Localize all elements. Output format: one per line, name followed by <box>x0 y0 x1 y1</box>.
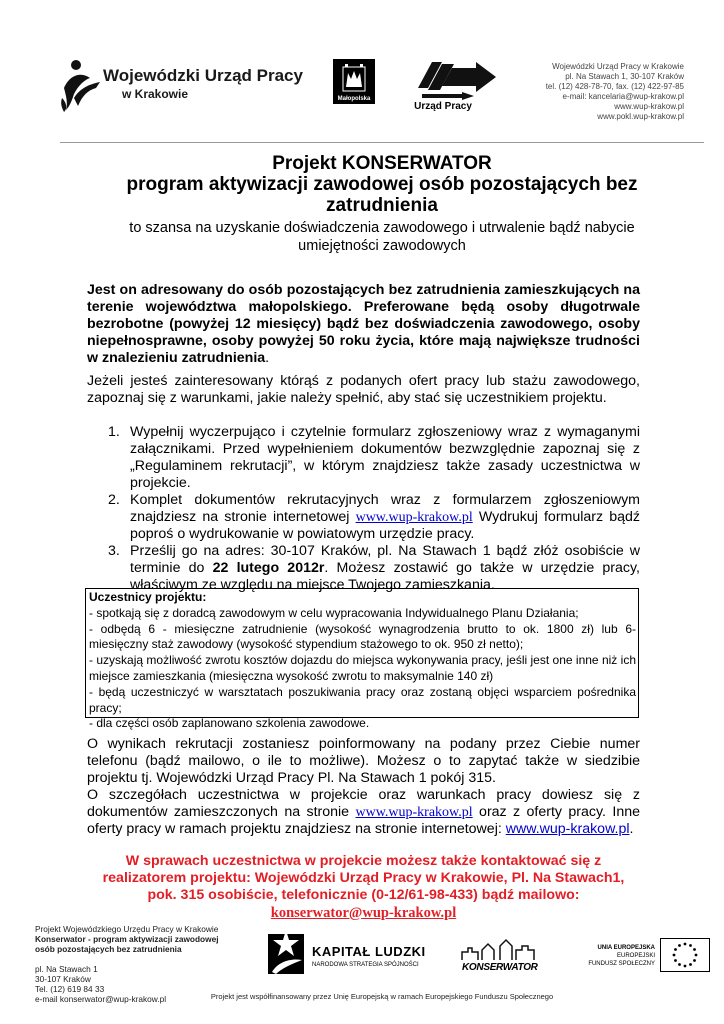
details-text <box>87 787 640 838</box>
step-text <box>118 543 640 594</box>
footer-line: Konserwator - program aktywizacji zawodowej <box>35 934 219 944</box>
eu-label <box>585 944 655 968</box>
participants-heading: Uczestnicy projektu: <box>89 590 207 604</box>
wup-figure-icon <box>60 58 104 114</box>
info-paragraph: Jeżeli jesteś zainteresowany którąś z podanych ofert pracy lub stażu zawodowego, zapoznaj się z warunkami, jakie należy spełnić, aby stać się uczestnikiem projektu. <box>87 373 640 406</box>
wup-logo <box>60 58 330 114</box>
wup-title: Wojewódzki Urząd Pracy <box>103 66 303 85</box>
participant-benefit: - spotkają się z doradcą zawodowym w celu wypracowania Indywidualnego Planu Działania; <box>89 605 579 620</box>
contact-line[interactable]: www.pokl.wup-krakow.pl <box>597 112 684 121</box>
step3-text-b: . Możesz zostawić go także w urzędzie pracy, właściwym ze względu na miejsce Twojego zamieszkania. <box>130 560 641 593</box>
contact-line: Wojewódzki Urząd Pracy w Krakowie <box>552 62 684 71</box>
contact-notice-text: W sprawach uczestnictwa w projekcie możesz także kontaktować się z realizatorem projektu: Wojewódzki Urząd Pracy w Krakowie, Pl. Na Stawach1, pok. 315 osobiście, telefonicznie (0-12/61-98-433) bądź mailowo: <box>102 853 625 904</box>
project-title: Projekt KONSERWATOR <box>272 153 492 174</box>
deadline-date: 22 lutego 2012r <box>212 560 325 576</box>
contact-line[interactable]: www.wup-krakow.pl <box>614 102 684 111</box>
step2-text-b: Wydrukuj formularz bądź poproś o wydrukowanie w powiatowym urzędzie pracy. <box>130 509 640 542</box>
details-text-a: O szczegółach uczestnictwa w projekcie oraz warunkach pracy dowiesz się z dokumentów zamieszczonych na stronie <box>87 787 640 820</box>
project-program-title: program aktywizacji zawodowej osób pozostających bez zatrudnienia <box>126 174 638 216</box>
list-item <box>98 543 640 594</box>
steps-list <box>98 424 640 594</box>
contact-line: pl. Na Stawach 1, 30-107 Kraków <box>565 72 684 81</box>
list-item <box>98 424 640 492</box>
participant-benefit: - odbędą 6 - miesięczne zatrudnienie (wysokość wynagrodzenia brutto to ok. 1800 zł) lub 6- miesięczny staż zawodowy (wysokość stypendium stażowego to ok. 950 zł netto); <box>89 621 636 652</box>
step3-text-a: Prześlij go na adres: 30-107 Kraków, pl. Na Stawach 1 bądź złóż osobiście w terminie do <box>130 543 640 576</box>
konserwator-label: KONSERWATOR <box>462 962 538 973</box>
footer-line: Projekt Wojewódzkiego Urzędu Pracy w Krakowie <box>35 924 219 934</box>
urzad-pracy-logo <box>412 56 498 110</box>
contact-email-link[interactable]: konserwator@wup-krakow.pl <box>270 904 457 921</box>
footer-line: 30-107 Kraków <box>35 974 91 984</box>
kapital-ludzki-subtitle: NARODOWA STRATEGIA SPÓJNOŚCI <box>312 962 419 968</box>
urzad-pracy-label: Urząd Pracy <box>414 101 472 112</box>
intro-paragraph <box>87 282 640 367</box>
kapital-ludzki-title: KAPITAŁ LUDZKI <box>312 944 426 959</box>
footer-line: osób pozostających bez zatrudnienia <box>35 944 182 954</box>
eu-line: EUROPEJSKI <box>616 953 655 959</box>
eu-flag-icon <box>660 938 710 972</box>
header-contact-block <box>546 62 684 122</box>
project-subtitle: to szansa na uzyskanie doświadczenia zawodowego i utrwalenie bądź nabycie umiejętności zawodowych <box>129 220 635 254</box>
konserwator-buildings-icon <box>460 938 540 962</box>
contact-line[interactable]: e-mail: kancelaria@wup-krakow.pl <box>562 92 684 101</box>
footer-line: Tel. (12) 619 84 33 <box>35 984 105 994</box>
step-number: 3. <box>108 543 120 559</box>
intro-text: Jest on adresowany do osób pozostających bez zatrudnienia zamieszkujących na terenie województwa małopolskiego. Preferowane będą osoby długotrwale bezrobotne (powyżej 12 miesięcy) bądź bez doświadczenia zawodowego, osoby niepełnosprawne, osoby powyżej 50 roku życia, które mają największe trudności w znalezieniu zatrudnienia <box>87 282 640 366</box>
step-text: Wypełnij wyczerpująco i czytelnie formularz zgłoszeniowy wraz z wymaganymi załącznikami. Przed wypełnieniem dokumentów bezwzględnie zapoznaj się z „Regulaminem rekrutacji”, w którym znajdziesz także zasady uczestnictwa w projekcie. <box>130 424 640 491</box>
urzad-pracy-arrows-icon <box>412 56 498 100</box>
results-text: O wynikach rekrutacji zostaniesz poinformowany na podany przez Ciebie numer telefonu (bądź mailowo, o ile to możliwe). Możesz o to zapytać także w siedzibie projektu tj. Wojewódzki Urząd Pracy Pl. Na Stawach 1 pokój 315. <box>87 736 640 786</box>
intro-end: . <box>265 350 270 366</box>
participant-benefit: - dla części osób zaplanowano szkolenia zawodowe. <box>89 716 370 731</box>
footer-line: pl. Na Stawach 1 <box>35 964 98 974</box>
step2-text-a: Komplet dokumentów rekrutacyjnych wraz z formularzem zgłoszeniowym znajdziesz na stronie internetowej <box>130 492 640 525</box>
kapital-ludzki-star-icon <box>268 928 308 978</box>
results-paragraph <box>87 736 640 838</box>
malopolska-logo <box>333 59 375 104</box>
details-text-end: . <box>629 821 634 837</box>
details-text-b: oraz z oferty pracy. Inne oferty pracy w ramach projektu znajdziesz na stronie internetowej: <box>87 804 641 837</box>
funding-note: Projekt jest współfinansowany przez Unię Europejską w ramach Europejskiego Funduszu Społecznego <box>210 992 554 1001</box>
title-block <box>60 153 704 255</box>
eu-line: UNIA EUROPEJSKA <box>597 945 655 951</box>
eu-line: FUNDUSZ SPOŁECZNY <box>588 961 655 967</box>
konserwator-logo <box>460 938 540 978</box>
footer-line[interactable]: e-mail konserwator@wup-krakow.pl <box>35 994 167 1004</box>
participant-benefit: - będą uczestniczyć w warsztatach poszukiwania pracy oraz zostaną objęci wsparciem pośrednika pracy; <box>89 684 636 715</box>
kapital-ludzki-logo <box>268 928 428 978</box>
contact-line: tel. (12) 428-78-70, fax. (12) 422-97-85 <box>545 82 684 91</box>
step-number: 2. <box>108 492 120 508</box>
wup-link[interactable]: www.wup-krakow.pl <box>355 510 473 525</box>
participants-box <box>85 588 639 731</box>
eu-stars-icon <box>661 939 709 971</box>
malopolska-label: Małopolska <box>337 96 371 102</box>
contact-notice <box>87 853 640 922</box>
list-item <box>98 492 640 543</box>
step-text <box>118 492 640 543</box>
step-number: 1. <box>108 424 120 440</box>
wup-link[interactable]: www.wup-krakow.pl <box>505 821 630 837</box>
header-divider <box>60 142 704 143</box>
wup-link[interactable]: www.wup-krakow.pl <box>355 805 473 820</box>
wup-city: w Krakowie <box>122 87 189 101</box>
participant-benefit: - uzyskają możliwość zwrotu kosztów dojazdu do miejsca wykonywania pracy, jeśli jest one inne niż ich miejsce zamieszkania (miesięczna wysokość zwrotu to maksymalnie 140 zł) <box>89 653 636 683</box>
malopolska-emblem-icon <box>333 61 375 95</box>
